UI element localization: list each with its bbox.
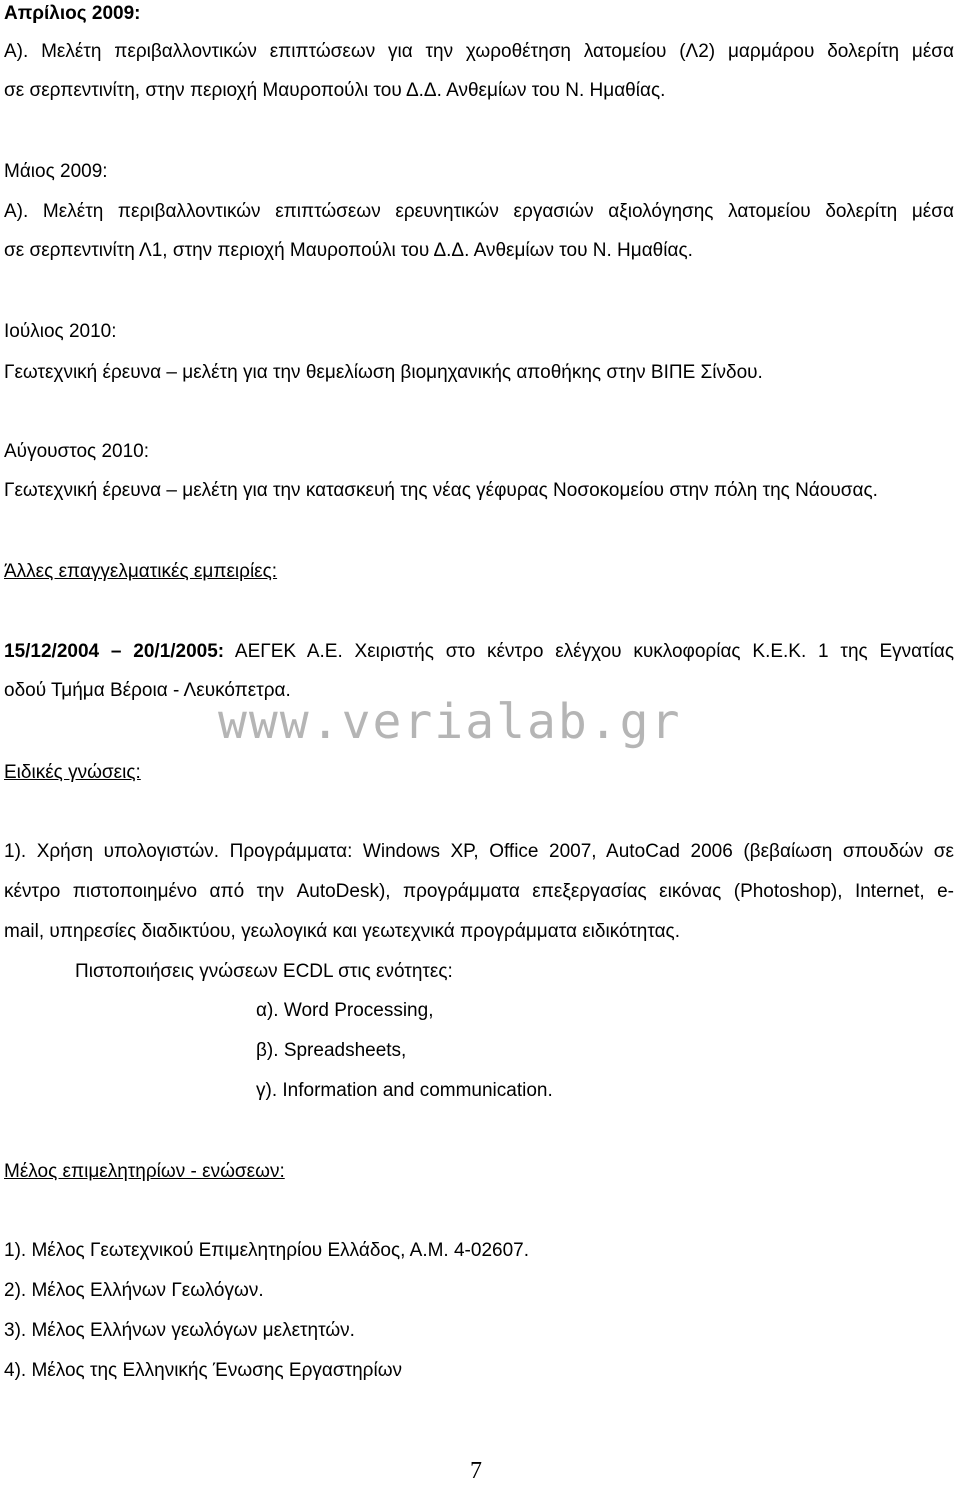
membership-item: 2). Μέλος Ελλήνων Γεωλόγων. xyxy=(4,1280,264,1301)
watermark: www.verialab.gr xyxy=(218,694,682,750)
page-number: 7 xyxy=(470,1458,482,1484)
entry-text-line: Γεωτεχνική έρευνα – μελέτη για την κατασκευή της νέας γέφυρας Νοσοκομείου στην πόλη της Νάουσας. xyxy=(4,480,878,501)
entry-text-line: σε σερπεντινίτη, στην περιοχή Μαυροπούλι του Δ.Δ. Ανθεμίων του Ν. Ημαθίας. xyxy=(4,80,666,101)
membership-item: 4). Μέλος της Ελληνικής Ένωσης Εργαστηρίων xyxy=(4,1360,403,1381)
section-heading-memberships: Μέλος επιμελητηρίων - ενώσεων: xyxy=(4,1161,285,1182)
experience-text: ΑΕΓΕΚ Α.Ε. Χειριστής στο κέντρο ελέγχου κυκλοφορίας Κ.Ε.Κ. 1 της Εγνατίας xyxy=(234,641,954,662)
entry-text-line: Α). Μελέτη περιβαλλοντικών επιπτώσεων ερευνητικών εργασιών αξιολόγησης λατομείου δολερίτη μέσα xyxy=(4,201,954,222)
section-heading-skills: Ειδικές γνώσεις: xyxy=(4,762,141,783)
experience-text-line: οδού Τμήμα Βέροια - Λευκόπετρα. xyxy=(4,680,291,701)
entry-text-line: σε σερπεντινίτη Λ1, στην περιοχή Μαυροπούλι του Δ.Δ. Ανθεμίων του Ν. Ημαθίας. xyxy=(4,240,693,261)
entry-heading: Μάιος 2009: xyxy=(4,161,108,182)
ecdl-item: β). Spreadsheets, xyxy=(256,1040,407,1061)
skills-line: mail, υπηρεσίες διαδικτύου, γεωλογικά και γεωτεχνικά προγράμματα ειδικότητας. xyxy=(4,921,680,942)
entry-heading: Απρίλιος 2009: xyxy=(4,3,141,24)
ecdl-item: γ). Information and communication. xyxy=(256,1080,553,1101)
skills-line: 1). Χρήση υπολογιστών. Προγράμματα: Windows XP, Office 2007, AutoCad 2006 (βεβαίωση σπουδών σε xyxy=(4,841,954,862)
ecdl-item: α). Word Processing, xyxy=(256,1000,434,1021)
experience-date-range: 15/12/2004 – 20/1/2005: xyxy=(4,641,225,662)
entry-heading: Ιούλιος 2010: xyxy=(4,321,117,342)
entry-heading: Αύγουστος 2010: xyxy=(4,441,150,462)
experience-line xyxy=(4,640,954,664)
entry-text-line: Α). Μελέτη περιβαλλοντικών επιπτώσεων για την χωροθέτηση λατομείου (Λ2) μαρμάρου δολερίτη μέσα xyxy=(4,41,954,62)
section-heading-other-experience: Άλλες επαγγελματικές εμπειρίες: xyxy=(4,561,278,582)
membership-item: 3). Μέλος Ελλήνων γεωλόγων μελετητών. xyxy=(4,1320,355,1341)
ecdl-title: Πιστοποιήσεις γνώσεων ECDL στις ενότητες: xyxy=(75,961,453,982)
entry-text-line: Γεωτεχνική έρευνα – μελέτη για την θεμελίωση βιομηχανικής αποθήκης στην ΒΙΠΕ Σίνδου. xyxy=(4,362,763,383)
membership-item: 1). Μέλος Γεωτεχνικού Επιμελητηρίου Ελλάδος, Α.Μ. 4-02607. xyxy=(4,1240,529,1261)
skills-line: κέντρο πιστοποιημένο από την AutoDesk), προγράμματα επεξεργασίας εικόνας (Photoshop), Internet, e- xyxy=(4,881,954,902)
